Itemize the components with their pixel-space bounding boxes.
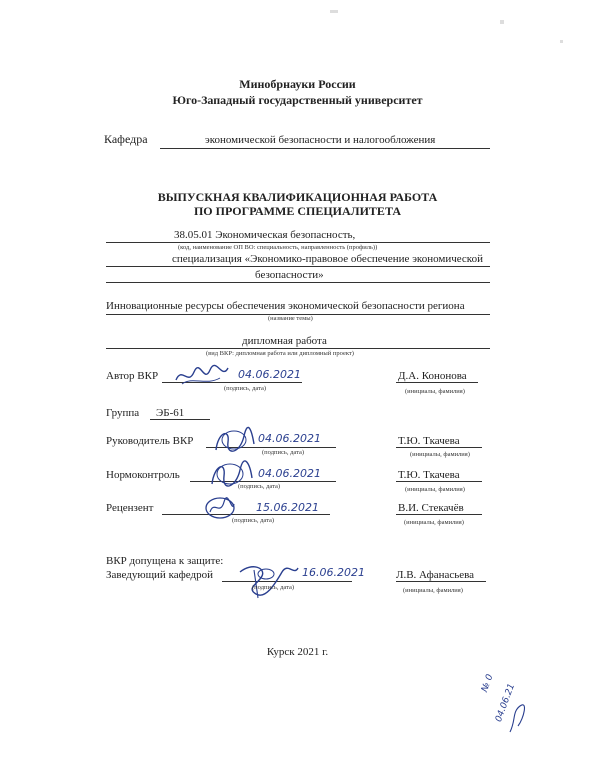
author-name-underline <box>396 382 478 383</box>
reviewer-label: Рецензент <box>106 502 154 514</box>
topic-value: Инновационные ресурсы обеспечения экономической безопасности региона <box>106 300 465 312</box>
supervisor-name-underline <box>396 447 482 448</box>
reviewer-name: В.И. Стекачёв <box>398 502 464 514</box>
author-sign-date: 04.06.2021 <box>238 368 301 381</box>
specialization-line2: безопасности» <box>255 269 324 281</box>
supervisor-name-caption: (инициалы, фамилия) <box>410 451 470 458</box>
admission-line: ВКР допущена к защите: <box>106 555 224 567</box>
department-underline <box>160 148 490 149</box>
reviewer-sign-caption: (подпись, дата) <box>232 517 275 524</box>
head-of-department-name: Л.В. Афанасьева <box>396 569 475 581</box>
admission-sign-caption: (подпись, дата) <box>252 584 295 591</box>
norm-control-label: Нормоконтроль <box>106 469 180 481</box>
specialty-underline <box>106 242 490 243</box>
author-name: Д.А. Кононова <box>398 370 467 382</box>
author-sign-caption: (подпись, дата) <box>224 385 267 392</box>
city-year: Курск 2021 г. <box>266 646 329 658</box>
supervisor-sign-caption: (подпись, дата) <box>262 449 305 456</box>
department-value: экономической безопасности и налогообложения <box>205 134 436 146</box>
work-type-value: дипломная работа <box>242 335 327 347</box>
scan-speck <box>560 40 563 43</box>
university-title: Юго-Западный государственный университет <box>172 93 423 107</box>
author-name-caption: (инициалы, фамилия) <box>405 388 465 395</box>
group-label: Группа <box>106 407 140 419</box>
department-label: Кафедра <box>104 132 148 146</box>
norm-control-name-caption: (инициалы, фамилия) <box>405 486 465 493</box>
margin-note-line2: 04.06.21 <box>494 682 518 724</box>
reviewer-sign-underline <box>162 514 330 515</box>
margin-note-signature <box>506 700 528 736</box>
norm-control-name: Т.Ю. Ткачева <box>398 469 460 481</box>
group-underline <box>150 419 210 420</box>
work-title-line2: ПО ПРОГРАММЕ СПЕЦИАЛИТЕТА <box>193 204 402 218</box>
scan-speck <box>330 10 338 13</box>
specialty-value: 38.05.01 Экономическая безопасность, <box>174 229 356 241</box>
group-value: ЭБ-61 <box>156 407 185 419</box>
head-of-department-name-caption: (инициалы, фамилия) <box>403 587 463 594</box>
work-type-underline <box>106 348 490 349</box>
reviewer-name-underline <box>396 514 482 515</box>
supervisor-name: Т.Ю. Ткачева <box>398 435 460 447</box>
author-signature <box>172 362 232 390</box>
reviewer-name-caption: (инициалы, фамилия) <box>404 519 464 526</box>
supervisor-sign-date: 04.06.2021 <box>258 432 321 445</box>
head-of-department-name-underline <box>396 581 486 582</box>
norm-control-sign-caption: (подпись, дата) <box>238 483 281 490</box>
supervisor-label: Руководитель ВКР <box>106 435 194 447</box>
head-of-department-label: Заведующий кафедрой <box>106 569 213 581</box>
norm-control-name-underline <box>396 481 482 482</box>
work-title-line1: ВЫПУСКНАЯ КВАЛИФИКАЦИОННАЯ РАБОТА <box>157 190 438 204</box>
specialization-underline-2 <box>106 282 490 283</box>
ministry-title: Минобрнауки России <box>239 77 356 91</box>
author-label: Автор ВКР <box>106 370 159 382</box>
admission-sign-date: 16.06.2021 <box>302 566 365 579</box>
topic-caption: (название темы) <box>268 315 313 322</box>
margin-note-line1: № 0 <box>480 673 496 694</box>
norm-control-sign-date: 04.06.2021 <box>258 467 321 480</box>
supervisor-signature <box>210 424 258 456</box>
scan-speck <box>500 20 504 24</box>
reviewer-sign-date: 15.06.2021 <box>256 501 319 514</box>
work-type-caption: (вид ВКР: дипломная работа или дипломный проект) <box>206 350 354 357</box>
specialization-line1: специализация «Экономико-правовое обеспечение экономической <box>172 253 483 265</box>
specialization-underline-1 <box>106 266 490 267</box>
head-of-department-signature <box>232 558 302 602</box>
specialty-caption: (код, наименование ОП ВО: специальность, направленность (профиль)) <box>178 244 378 251</box>
